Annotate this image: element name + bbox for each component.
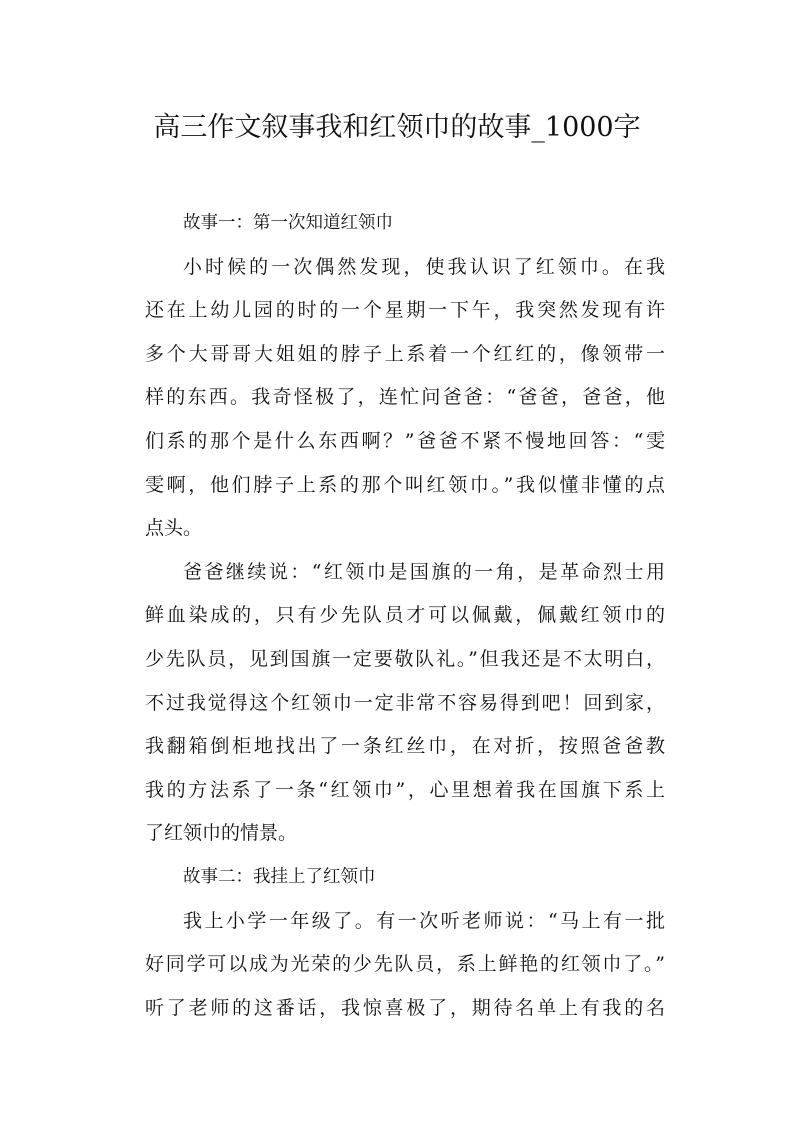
section-heading: 故事一：第一次知道红领巾 [183,213,393,233]
paragraph-line: 鲜血染成的，只有少先队员才可以佩戴，佩戴红领巾的 [145,604,665,627]
paragraph-line: 听了老师的这番话，我惊喜极了，期待名单上有我的名 [145,996,665,1019]
paragraph-line: 还在上幼儿园的时的一个星期一下午，我突然发现有许 [145,299,665,322]
paragraph-last-line: 点头。 [145,517,203,540]
document-body [145,202,665,1030]
paragraph-line: 好同学可以成为光荣的少先队员，系上鲜艳的红领巾了。” [145,953,665,976]
paragraph-line: 我的方法系了一条“红领巾”，心里想着我在国旗下系上 [145,778,665,801]
paragraph-line: 不过我觉得这个红领巾一定非常不容易得到吧！回到家， [145,691,665,714]
paragraph-first-line: 爸爸继续说：“红领巾是国旗的一角，是革命烈士用 [183,560,665,583]
paragraph-line: 少先队员，见到国旗一定要敬队礼。”但我还是不太明白， [145,647,665,670]
paragraph-line: 多个大哥哥大姐姐的脖子上系着一个红红的，像领带一 [145,342,665,365]
document-title: 高三作文叙事我和红领巾的故事_1000字 [153,112,641,143]
paragraph-last-line: 了红领巾的情景。 [145,822,298,845]
paragraph-first-line: 小时候的一次偶然发现，使我认识了红领巾。在我 [183,255,665,278]
paragraph-line: 们系的那个是什么东西啊？”爸爸不紧不慢地回答：“雯 [145,429,665,452]
paragraph-line: 我翻箱倒柜地找出了一条红丝巾，在对折，按照爸爸教 [145,735,665,758]
paragraph-line: 样的东西。我奇怪极了，连忙问爸爸：“爸爸，爸爸，他 [145,386,665,409]
section-heading: 故事二：我挂上了红领巾 [183,866,376,887]
paragraph-line: 雯啊，他们脖子上系的那个叫红领巾。”我似懂非懂的点 [145,473,665,496]
paragraph-first-line: 我上小学一年级了。有一次听老师说：“马上有一批 [183,909,665,932]
